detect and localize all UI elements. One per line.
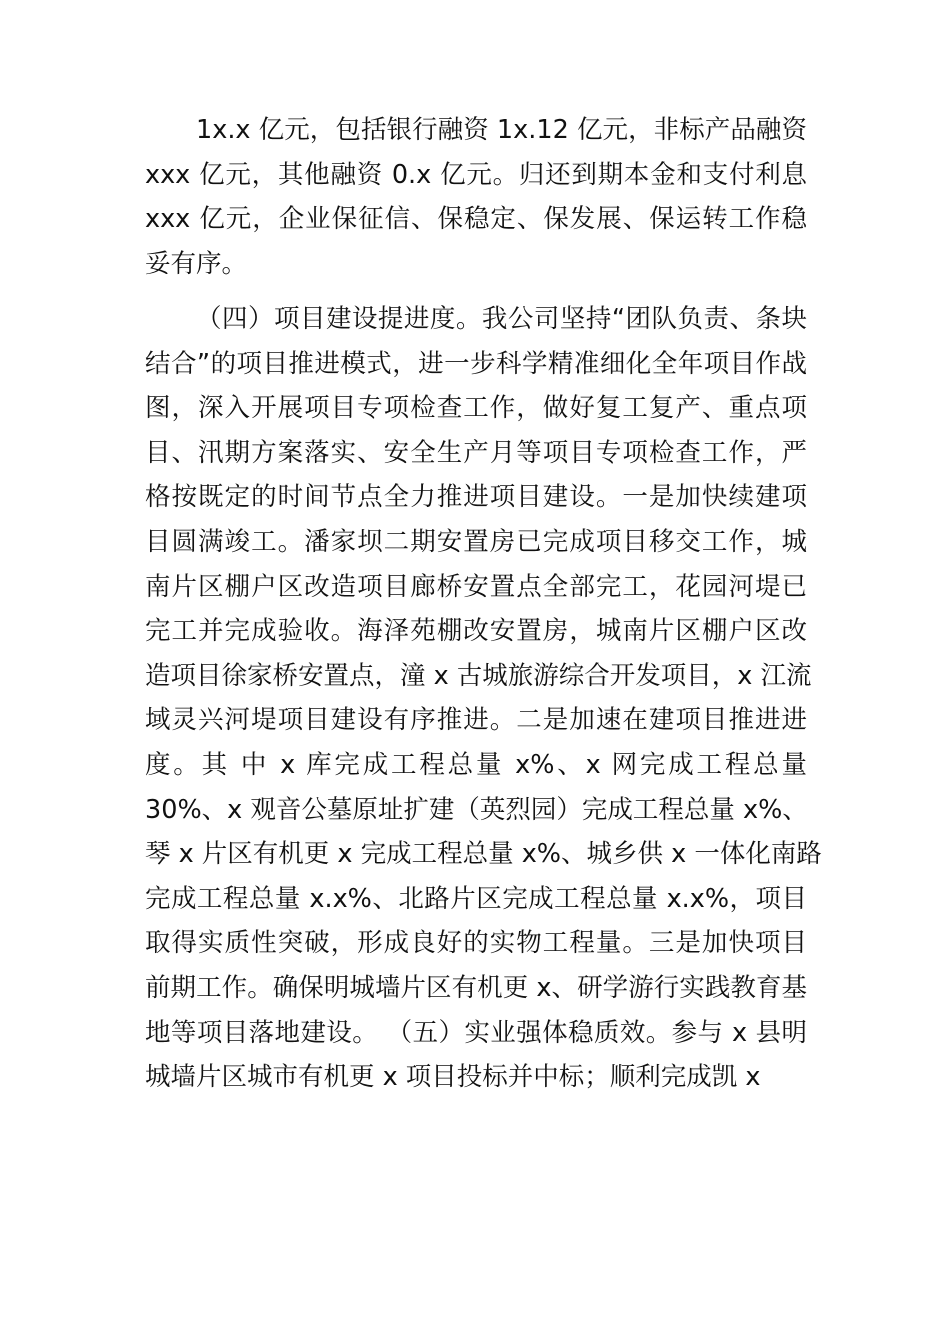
text-line: 妥有序。 xyxy=(145,248,248,279)
text-line: xxx 亿元，企业保征信、保稳定、保发展、保运转工作稳 xyxy=(145,204,807,235)
text-line: 域灵兴河堤项目建设有序推进。二是加速在建项目推进进 xyxy=(145,705,807,736)
text-line: 造项目徐家桥安置点，潼 x 古城旅游综合开发项目，x 江流 xyxy=(145,660,812,691)
text-line: 琴 x 片区有机更 x 完成工程总量 x%、城乡供 x 一体化南路 xyxy=(145,839,822,870)
text-line: 完成工程总量 x.x%、北路片区完成工程总量 x.x%，项目 xyxy=(145,883,807,914)
text-line: 结合”的项目推进模式，进一步科学精准细化全年项目作战 xyxy=(145,348,807,379)
text-line: 目、汛期方案落实、安全生产月等项目专项检查工作，严 xyxy=(145,437,807,468)
text-line: 地等项目落地建设。 （五）实业强体稳质效。参与 x 县明 xyxy=(145,1017,807,1048)
text-line: 南片区棚户区改造项目廊桥安置点全部完工，花园河堤已 xyxy=(145,571,807,602)
text-line: 格按既定的时间节点全力推进项目建设。一是加快续建项 xyxy=(145,482,807,513)
text-line: xxx 亿元，其他融资 0.x 亿元。归还到期本金和支付利息 xyxy=(145,159,807,190)
text-line: 取得实质性突破，形成良好的实物工程量。三是加快项目 xyxy=(145,928,807,959)
text-line: （四）项目建设提进度。我公司坚持“团队负责、条块 xyxy=(196,304,807,334)
text-line: 1x.x 亿元，包括银行融资 1x.12 亿元，非标产品融资 xyxy=(196,115,807,145)
text-line: 目圆满竣工。潘家坝二期安置房已完成项目移交工作，城 xyxy=(145,526,807,557)
project-construction-paragraph xyxy=(145,297,822,1100)
text-line: 完工并完成验收。海泽苑棚改安置房，城南片区棚户区改 xyxy=(145,616,807,647)
financing-paragraph xyxy=(145,108,807,286)
text-line: 前期工作。确保明城墙片区有机更 x、研学游行实践教育基 xyxy=(145,972,807,1003)
text-line: 度。其 中 x 库完成工程总量 x%、x 网完成工程总量 xyxy=(145,749,807,780)
text-line: 30%、x 观音公墓原址扩建（英烈园）完成工程总量 x%、 xyxy=(145,794,808,825)
text-line: 图，深入开展项目专项检查工作，做好复工复产、重点项 xyxy=(145,393,807,424)
text-line: 城墙片区城市有机更 x 项目投标并中标；顺利完成凯 x xyxy=(145,1062,761,1093)
